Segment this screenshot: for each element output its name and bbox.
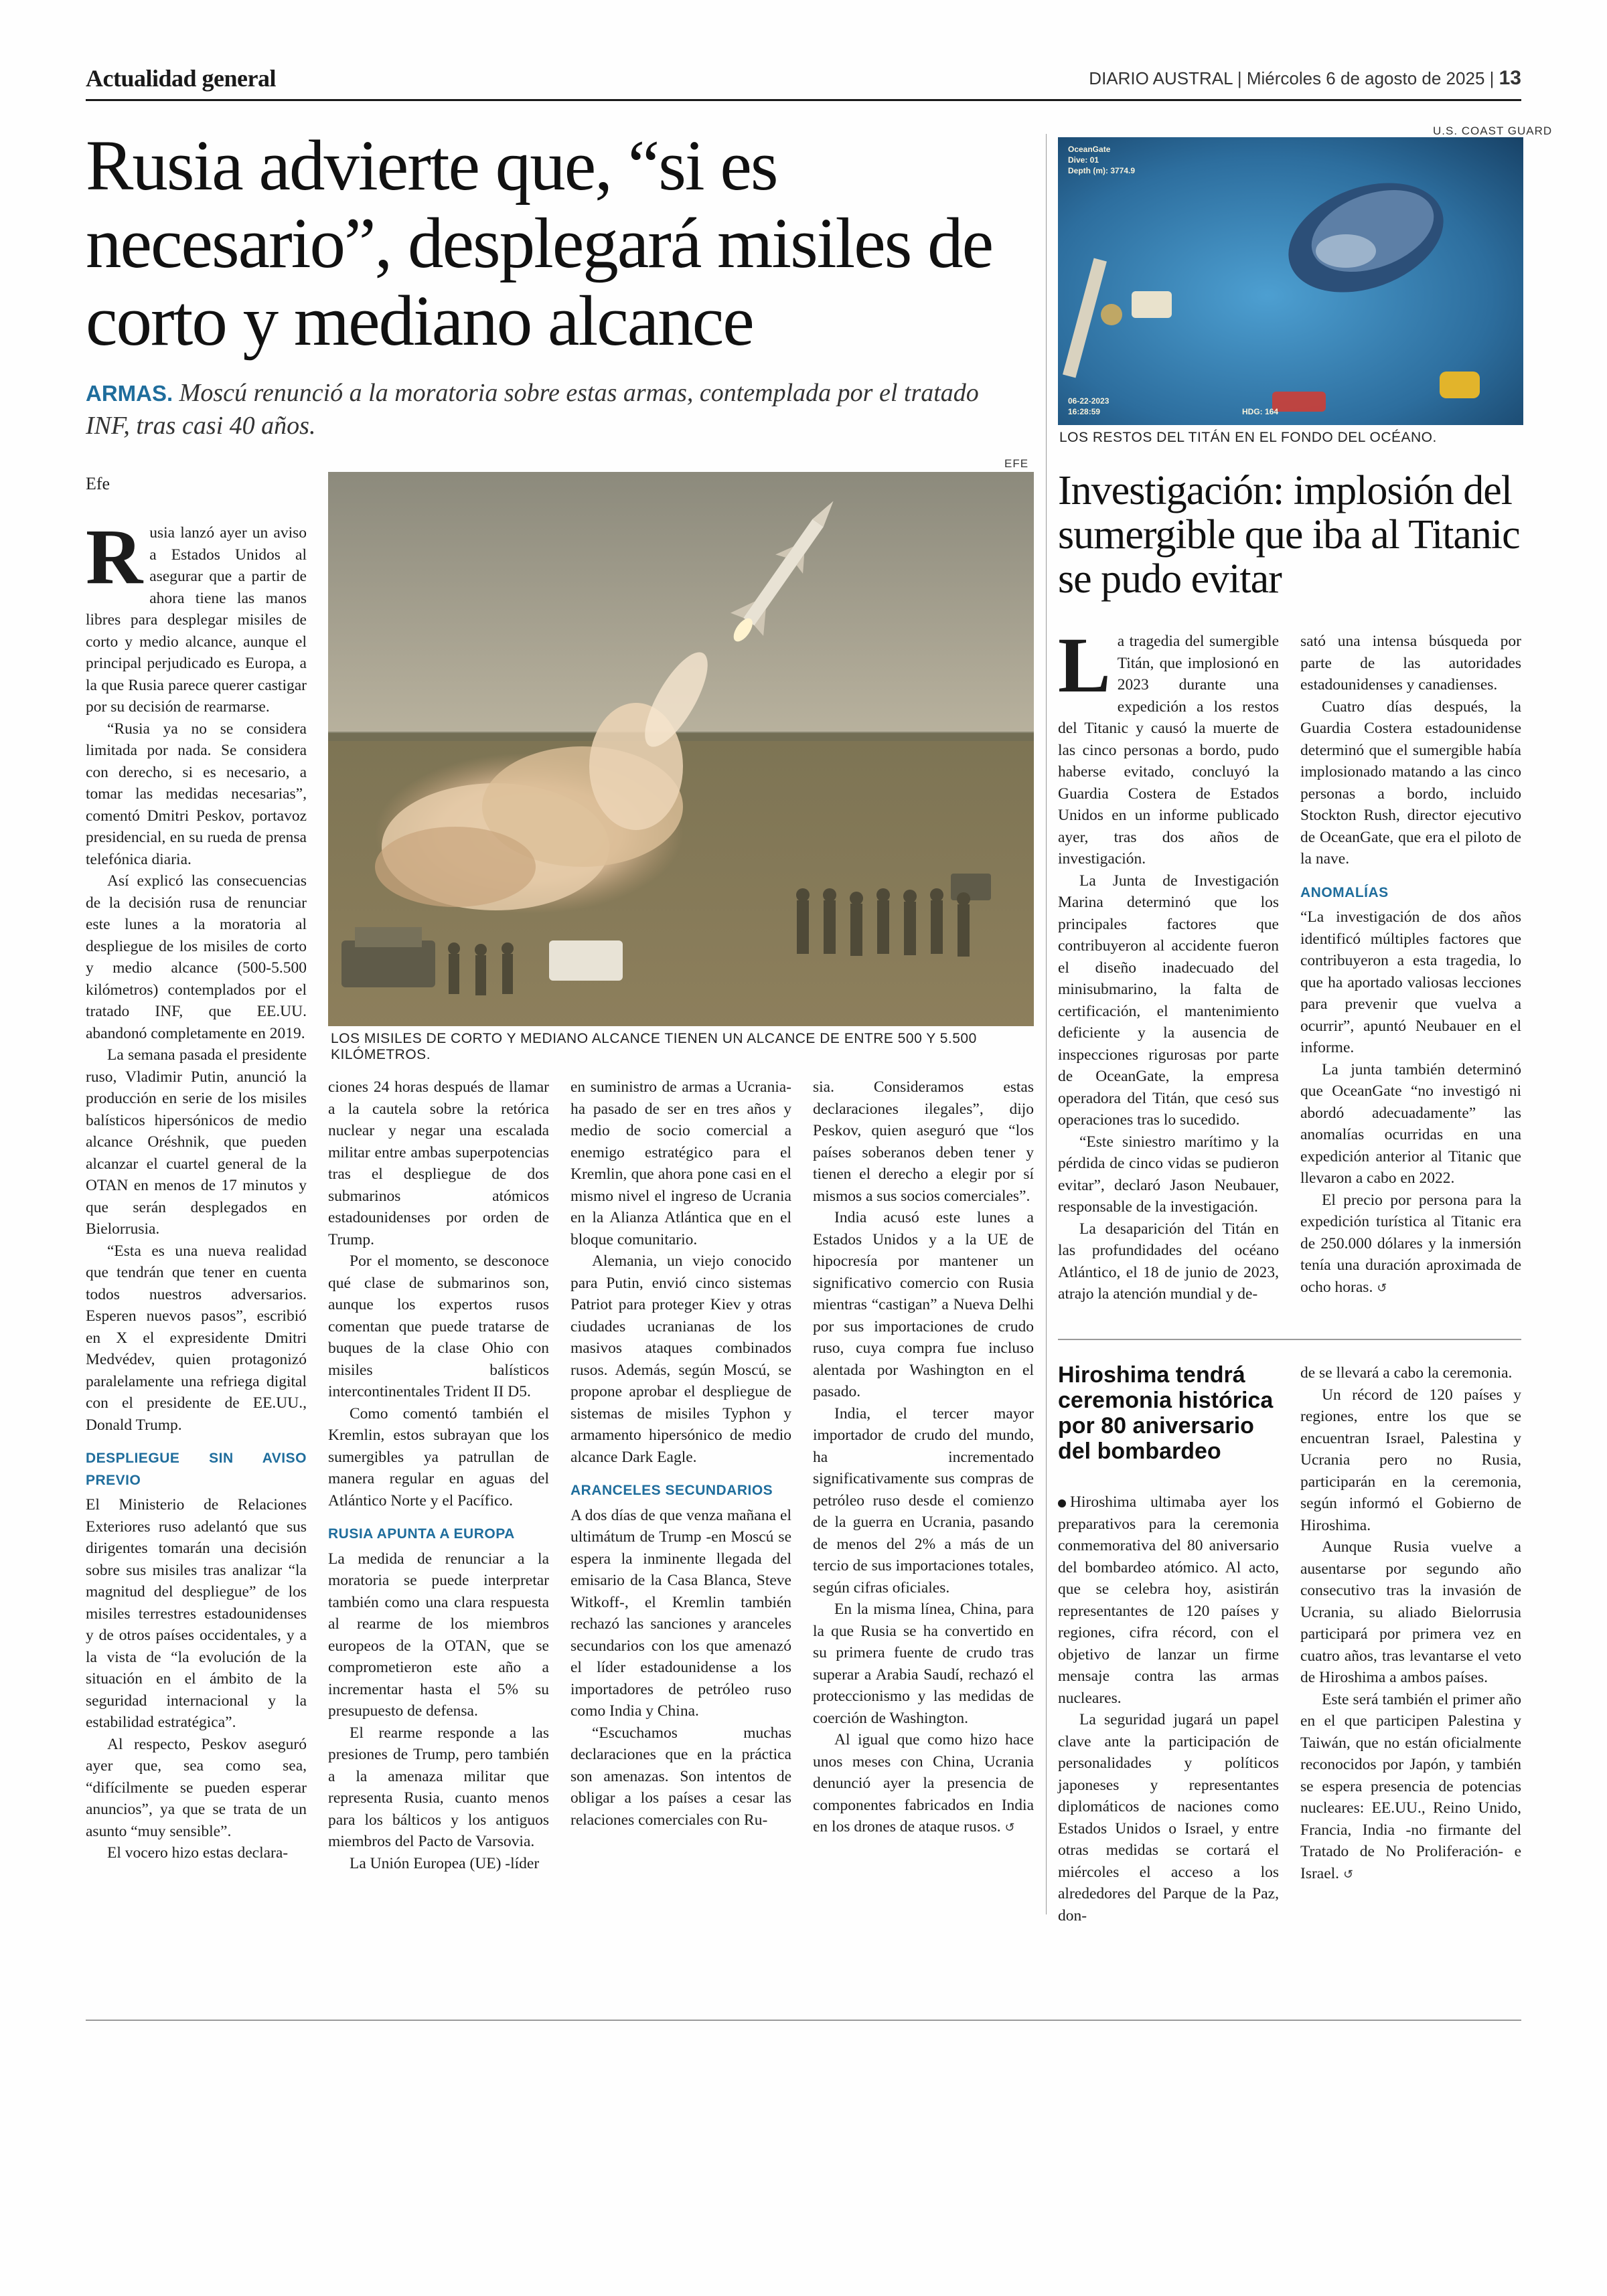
byline: Efe [86, 474, 110, 493]
paragraph-text: Al igual que como hizo hace unos meses con China, Ucrania denunció ayer la presencia de componentes fabricados en India en los drones de ataque rusos. [813, 1731, 1034, 1835]
article-paragraph: Cuatro días después, la Guardia Costera estadounidense determinó que el sumergible había implosionado matando a las cinco personas a bordo, incluido Stockton Rush, director ejecutivo de OceanGate, que era el piloto de la nave. [1300, 698, 1521, 868]
photo-caption: LOS MISILES DE CORTO Y MEDIANO ALCANCE TIENEN UN ALCANCE DE ENTRE 500 Y 5.500 KILÓMETROS. [331, 1031, 977, 1062]
footer-rule [86, 2020, 1521, 2021]
overlay-name: OceanGate [1068, 145, 1111, 154]
article-column-3 [570, 1076, 791, 1913]
article-paragraph: Un récord de 120 países y regiones, entre los que se encuentran Israel, Palestina y Ucrania pero no Rusia, participarán en la ceremonia, según informó el Gobierno de Hiroshima. [1300, 1386, 1521, 1534]
overlay-date: 06-22-2023 [1068, 396, 1109, 406]
article-paragraph: sató una intensa búsqueda por parte de las autoridades estadounidenses y canadienses. [1300, 633, 1521, 693]
article-paragraph: El Ministerio de Relaciones Exteriores ruso adelantó que sus dirigentes tomarán una decisión sobre sus misiles tras analizar “la magnitud del despliegue” de los misiles terrestres estadounidenses y de otros países occidentales, y a la vista de “la evolución de la situación en el ámbito de la seguridad internacional y la estabilidad estratégica”. [86, 1496, 307, 1731]
overlay-time: 16:28:59 [1068, 407, 1101, 416]
article-column-1 [86, 513, 307, 1908]
article-paragraph: Alemania, un viejo conocido para Putin, envió cinco sistemas Patriot para proteger Kiev y otras ciudades ucranianas de los masivos ataques combinados rusos. Además, según Moscú, se propone aprobar el despliegue de sistemas de misiles Typhon y armamento hipersónico de medio alcance Dark Eagle. [570, 1252, 791, 1466]
article-paragraph: La medida de renunciar a la moratoria se puede interpretar también como una clara respuesta al rearme de los miembros europeos de la OTAN, que se comprometieron este año a incrementar hasta el 5% su presupuesto de defensa. [328, 1550, 549, 1720]
paragraph-text: Hiroshima ultimaba ayer los preparativos para la ceremonia conmemorativa del 80 aniversario del bombardeo atómico. Al acto, que se celebra hoy, asistirán representantes de 120 países y regiones, cifra récord, con el objetivo de lanzar un firme mensaje contra las armas nucleares. [1058, 1493, 1279, 1707]
overlay-depth: Depth (m): 3774.9 [1068, 166, 1136, 175]
main-dek [86, 377, 996, 442]
article-paragraph [1300, 1190, 1521, 1299]
section-subhead: ANOMALÍAS [1300, 884, 1389, 900]
paper-name: DIARIO AUSTRAL [1089, 68, 1233, 88]
missile-photo [328, 472, 1034, 1026]
article-paragraph: Así explicó las consecuencias de la decisión rusa de renunciar este lunes a la moratoria al despliegue de los misiles de corto y medio alcance (500-5.500 kilómetros) contemplados por el tratado INF, que EE.UU. abandonó completamente en 2019. [86, 872, 307, 1042]
article-paragraph: La seguridad jugará un papel clave ante la participación de personalidades y políticos japoneses y representantes diplomáticos de naciones como Estados Unidos o Israel, y entre otras medidas se cortará el miércoles el acceso a los alrededores del Parque de la Paz, don- [1058, 1711, 1279, 1924]
end-mark-icon: ↺ [1343, 1867, 1354, 1881]
section-subhead: ARANCELES SECUNDARIOS [570, 1483, 773, 1498]
missile-launch-image [328, 472, 1034, 1026]
article-paragraph [86, 513, 307, 718]
titan-headline: Investigación: implosión del sumergible que iba al Titanic se pudo evitar [1058, 468, 1520, 602]
bullet-icon [1058, 1499, 1066, 1507]
issue-date: Miércoles 6 de agosto de 2025 [1246, 68, 1485, 88]
article-paragraph: La Junta de Investigación Marina determinó que los principales factores que contribuyeron al accidente fueron el diseño inadecuado del minisubmarino, la falta de certificación, el mantenimiento deficiente y la ausencia de inspecciones rigurosas por parte de OceanGate, la empresa operadora del Titán, que cesó sus operaciones tras lo sucedido. [1058, 872, 1279, 1129]
photo-credit: EFE [1004, 457, 1029, 470]
column-divider [1046, 134, 1047, 1914]
article-paragraph: El rearme responde a las presiones de Trump, pero también a la amenaza militar que representa Rusia, cuanto menos para los bálticos y los antiguos miembros del Pacto de Varsovia. [328, 1724, 549, 1850]
hiroshima-column-1 [1058, 1491, 1279, 1924]
article-column-4 [813, 1076, 1034, 1913]
paragraph-text: Este será también el primer año en el que participen Palestina y Taiwán, que no están oficialmente reconocidos por Japón, y también se espera presencia de potencias nucleares: EE.UU., Reino Unido, Francia, India -no firmante del Tratado de No Proliferación- e Israel. [1300, 1690, 1521, 1882]
article-paragraph [1058, 1491, 1279, 1709]
article-paragraph: Aunque Rusia vuelve a ausentarse por segundo año consecutivo tras la invasión de Ucrania, su aliado Bielorrusia participará por primera vez en cuatro años, tras levantarse el veto de Hiroshima a ambos países. [1300, 1538, 1521, 1686]
hiroshima-column-2 [1300, 1362, 1521, 1911]
story-divider [1058, 1339, 1521, 1340]
titan-photo-credit: U.S. COAST GUARD [1433, 125, 1553, 137]
page-header-info [1089, 67, 1521, 90]
article-paragraph: La desaparición del Titán en las profundidades del océano Atlántico, el 18 de junio de 2023, atrajo la atención mundial y de- [1058, 1220, 1279, 1303]
section-subhead: DESPLIEGUE SIN AVISO PREVIO [86, 1451, 307, 1488]
section-subhead: RUSIA APUNTA A EUROPA [328, 1526, 515, 1542]
article-paragraph: A dos días de que venza mañana el ultimátum de Trump -en Moscú se espera la inminente llegada del emisario de la Casa Blanca, Steve Witkoff-, el Kremlin también rechazó las sanciones y aranceles secundarios con los que amenazó el líder estadounidense a los importadores de petróleo ruso como India y China. [570, 1506, 791, 1720]
article-paragraph: “Esta es una nueva realidad que tendrán que tener en cuenta todos nuestros adversarios. Esperen nuevos pasos”, escribió en X el expresidente Dmitri Medvédev, quien protagonizó paralelamente una refriega digital con el presidente de EE.UU., Donald Trump. [86, 1242, 307, 1434]
article-paragraph: India, el tercer mayor importador de crudo del mundo, ha incrementado significativamente sus compras de petróleo ruso desde el comienzo de la guerra en Ucrania, pasando de menos del 2% a más de un tercio de sus importaciones totales, según cifras oficiales. [813, 1404, 1034, 1596]
overlay-dive: Dive: 01 [1068, 155, 1099, 165]
drop-cap: R [86, 513, 143, 600]
article-paragraph [1300, 1689, 1521, 1886]
article-column-2 [328, 1076, 549, 1913]
titan-column-2 [1300, 631, 1521, 1307]
overlay-heading: HDG: 164 [1242, 407, 1279, 416]
header-separator: | [1237, 68, 1247, 88]
article-paragraph: El vocero hizo estas declara- [107, 1844, 289, 1862]
article-paragraph: La semana pasada el presidente ruso, Vladimir Putin, anunció la producción en serie de los misiles balísticos hipersónicos de medio alcance Oréshnik, que pueden alcanzar el cuartel general de la OTAN en menos de 17 minutos y que serán desplegados en Bielorrusia. [86, 1046, 307, 1238]
article-paragraph: La junta también determinó que OceanGate “no investigó ni abordó adecuadamente” las anomalías ocurridas en una expedición anterior al Titanic que llevaron a cabo en 2022. [1300, 1060, 1521, 1187]
article-paragraph: en suministro de armas a Ucrania- ha pasado de ser en tres años y medio de socio comercial a enemigo estratégico para el Kremlin, que ahora pone casi en el mismo nivel el ingreso de Ucrania en la Alianza Atlántica que en el bloque comunitario. [570, 1078, 791, 1248]
paragraph-text: a tragedia del sumergible Titán, que implosionó en 2023 durante una expedición a los restos del Titanic y causó la muerte de las cinco personas a bordo, pudo haberse evitado, concluyó la Guardia Costera de Estados Unidos en un informe publicado ayer, tras dos años de investigación. [1058, 633, 1279, 868]
titan-wreck-image [1058, 137, 1523, 425]
page-number: 13 [1499, 67, 1521, 89]
end-mark-icon: ↺ [1377, 1281, 1387, 1295]
drop-cap: L [1058, 621, 1111, 709]
article-paragraph: “Rusia ya no se considera limitada por nada. Se considera con derecho, si es necesario, a tomar las medidas necesarias”, comentó Dmitri Peskov, portavoz presidencial, en su rueda de prensa telefónica diaria. [86, 720, 307, 868]
article-paragraph: sia. Consideramos estas declaraciones ilegales”, dijo Peskov, quien aseguró que “los países soberanos deben tener y tienen el derecho a elegir por sí mismos a sus socios comerciales”. [813, 1078, 1034, 1205]
hiroshima-headline: Hiroshima tendrá ceremonia histórica por 80 aniversario del bombardeo [1058, 1362, 1274, 1464]
dek-kicker: ARMAS. [86, 381, 173, 406]
article-paragraph [813, 1729, 1034, 1839]
section-name: Actualidad general [86, 65, 276, 92]
paragraph-text: usia lanzó ayer un aviso a Estados Unidos al asegurar que a partir de ahora tiene las manos libres para desplegar misiles de corto y medio alcance, aunque el principal perjudicado es Europa, a la que Rusia parece querer castigar por su decisión de rearmarse. [86, 524, 307, 716]
article-paragraph: Por el momento, se desconoce qué clase de submarinos son, aunque los expertos rusos comentan que puede tratarse de buques de la clase Ohio con misiles balísticos intercontinentales Trident II D5. [328, 1252, 549, 1400]
article-paragraph: Al respecto, Peskov aseguró ayer que, sea como sea, “difícilmente se pueden esperar anuncios”, ya que se trata de un asunto “muy sensible”. [86, 1735, 307, 1840]
article-paragraph [1058, 621, 1279, 870]
titan-photo-caption: LOS RESTOS DEL TITÁN EN EL FONDO DEL OCÉANO. [1059, 430, 1437, 445]
article-paragraph: En la misma línea, China, para la que Rusia se ha convertido en su primera fuente de crudo tras superar a Arabia Saudí, rechazó el proteccionismo y las medidas de coerción de Washington. [813, 1601, 1034, 1727]
paragraph-text: El precio por persona para la expedición turística al Titanic era de 250.000 dólares y la inmersión tenía una duración aproximada de ocho horas. [1300, 1191, 1521, 1296]
article-paragraph: “La investigación de dos años identificó múltiples factores que contribuyeron a esta tragedia, lo que ha aportado valiosas lecciones para prevenir que vuelva a ocurrir”, apuntó Neubauer en el informe. [1300, 908, 1521, 1056]
article-paragraph: “Escuchamos muchas declaraciones que en la práctica son amenazas. Son intentos de obligar a los países a cesar las relaciones comerciales con Ru- [570, 1724, 791, 1829]
end-mark-icon: ↺ [1004, 1821, 1015, 1834]
article-paragraph: La Unión Europea (UE) -líder [350, 1854, 540, 1872]
titan-column-1 [1058, 621, 1279, 1307]
article-paragraph: ciones 24 horas después de llamar a la cautela sobre la retórica nuclear y negar una escalada militar entre ambas superpotencias tras el despliegue de dos submarinos atómicos estadounidenses por orden de Trump. [328, 1078, 549, 1248]
main-headline: Rusia advierte que, “si es necesario”, desplegará misiles de corto y mediano alcance [86, 127, 993, 361]
header-rule [86, 99, 1521, 101]
dek-text: Moscú renunció a la moratoria sobre estas armas, contemplada por el tratado INF, tras casi 40 años. [86, 379, 979, 440]
article-paragraph: “Este siniestro marítimo y la pérdida de cinco vidas se pudieron evitar”, declaró Jason Neubauer, responsable de la investigación. [1058, 1133, 1279, 1216]
article-paragraph: Como comentó también el Kremlin, estos subrayan que los sumergibles ya patrullan de manera regular en aguas del Atlántico Norte y el Pacífico. [328, 1404, 549, 1509]
header-separator: | [1489, 68, 1499, 88]
titan-photo [1058, 137, 1523, 425]
article-paragraph: de se llevará a cabo la ceremonia. [1300, 1364, 1513, 1382]
article-paragraph: India acusó este lunes a Estados Unidos y a la UE de hipocresía por mantener un significativo comercio con Rusia mientras “castigan” a Nueva Delhi por sus importaciones de crudo ruso, cuya compra fue incluso alentada por Washington en el pasado. [813, 1209, 1034, 1400]
